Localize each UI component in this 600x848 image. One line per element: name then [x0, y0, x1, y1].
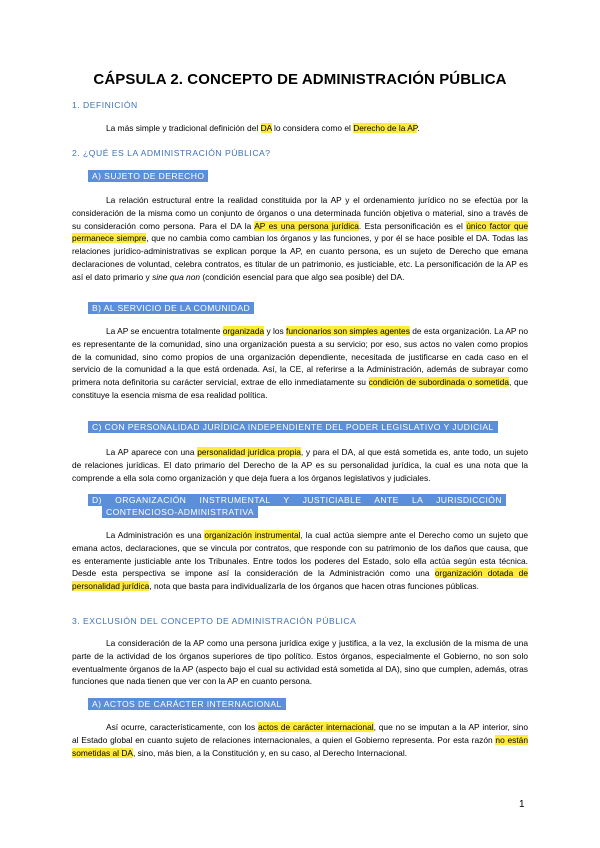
highlight-organizacion-instrumental: organización instrumental — [204, 530, 301, 540]
highlight-da: DA — [260, 123, 272, 133]
highlight-unico-factor: único factor que permanece siempre — [72, 220, 528, 244]
subsection-heading-personalidad-juridica: C) CON PERSONALIDAD JURÍDICA INDEPENDIENTE DEL PODER LEGISLATIVO Y JUDICIAL — [88, 421, 498, 433]
highlight-persona-juridica: AP es una persona jurídica — [254, 220, 359, 231]
section-heading-exclusion: 3. EXCLUSIÓN DEL CONCEPTO DE ADMINISTRACIÓN PÚBLICA — [72, 616, 357, 626]
highlight-personalidad-propia: personalidad jurídica propia — [197, 447, 301, 457]
section-heading-que-es-ap: 2. ¿QUÉ ES LA ADMINISTRACIÓN PÚBLICA? — [72, 148, 271, 158]
paragraph-organizacion-instrumental: La Administración es una organización instrumental, la cual actúa siempre ante el Derecho como un sujeto que emana actos, declaraciones, que se vincula por contratos, que responde con su patrimonio de los daños que causa, que es enteramente justiciable ante los Tribunales. Entre todos los poderes del Estado, solo ella actúa según esta técnica. Desde esta perspectiva se impone así la consideración de la Administración como una organización dotada de personalidad jurídica, nota que basta para individualizarla de los órganos que hacen otras funciones públicas. — [72, 530, 529, 592]
paragraph-exclusion: La consideración de la AP como una persona jurídica exige y justifica, a la vez, la exclusión de la misma de una parte de la actividad de los órganos superiores de tipo político. Estos órganos, especialmente el Gobierno, no son solo eventualmente órganos de la AP (aspecto bajo el cual su actividad está sometida al DA), sino que cumplen, además, otras funciones que nada tienen que ver con la AP en cuanto persona. — [72, 638, 528, 687]
highlight-no-sometidas: no están sometidas al DA — [72, 734, 528, 758]
subsection-heading-actos-internacional: A) ACTOS DE CARÁCTER INTERNACIONAL — [88, 698, 286, 710]
highlight-derecho-ap: Derecho de la AP — [353, 123, 418, 133]
page-number: 1 — [519, 799, 525, 810]
subsection-heading-servicio-comunidad: B) AL SERVICIO DE LA COMUNIDAD — [88, 302, 254, 314]
paragraph-servicio-comunidad: La AP se encuentra totalmente organizada y los funcionarios son simples agentes de esta organización. La AP no es representante de la comunidad, sino una organización puesta a su servicio; por eso, sus actos no valen como propios de la comunidad, sino como propios de una organización dependiente, necesitada de justificarse en cada caso en el servicio de la comunidad a la que está ordenada. Así, la CE, al referirse a la Administración, además de subrayar como primera nota definitoria su carácter servicial, extrae de ello inmediatamente su condición de subordinada o sometida, que constituye la esencia misma de esa realidad política. — [72, 326, 529, 400]
subsection-heading-organizacion-instrumental: D) ORGANIZACIÓN INSTRUMENTAL Y JUSTICIABLE ANTE LA JURISDICCIÓN — [88, 494, 506, 506]
paragraph-sujeto-derecho: La relación estructural entre la realidad constituida por la AP y el ordenamiento jurídico no se efectúa por la consideración de la misma como un conjunto de órganos o una determinada función objetiva o material, sino a través de su consideración como persona. Para el DA la AP es una persona jurídica. Esta personificación es el único factor que permanece siempre, que no cambia como cambian los órganos y las funciones, y por él se hace posible el DA. Todas las relaciones jurídico-administrativas se explican porque la AP, en cuanto persona, es un sujeto de Derecho que emana declaraciones de voluntad, celebra contratos, es titular de un patrimonio, es justiciable, etc. La personificación de la AP es así el dato primario y sine qua non (condición esencial para que algo sea posible) del DA. — [72, 195, 528, 282]
highlight-actos-internacional: actos de carácter internacional — [258, 722, 374, 732]
section-heading-definicion: 1. DEFINICIÓN — [72, 100, 138, 110]
highlight-organizada: organizada — [222, 326, 265, 336]
subsection-heading-organizacion-instrumental-cont: CONTENCIOSO-ADMINISTRATIVA — [102, 506, 258, 518]
highlight-organizacion-dotada: organización dotada de personalidad jurídica — [72, 568, 528, 592]
subsection-heading-sujeto-derecho: A) SUJETO DE DERECHO — [88, 170, 208, 182]
paragraph-personalidad-juridica: La AP aparece con una personalidad jurídica propia, y para el DA, al que está sometida es, ante todo, un sujeto de relaciones jurídicas. El dato primario del Derecho de la AP es su personalidad jurídica, la cual es una nota que la comprende a ella sola como organización y que deja fuera a los órganos legislativos y judiciales. — [72, 447, 528, 483]
page-title: CÁPSULA 2. CONCEPTO DE ADMINISTRACIÓN PÚBLICA — [93, 71, 507, 88]
paragraph-definicion: La más simple y tradicional definición del DA lo considera como el Derecho de la AP. — [106, 123, 420, 133]
paragraph-actos-internacional: Así ocurre, característicamente, con los actos de carácter internacional, que no se imputan a la AP interior, sino al Estado global en cuanto sujeto de relaciones internacionales, a quien el Gobierno representa. Por esta razón no están sometidas al DA, sino, más bien, a la Constitución y, en su caso, al Derecho Internacional. — [72, 722, 529, 758]
highlight-funcionarios: funcionarios son simples agentes — [286, 326, 410, 336]
highlight-subordinada: condición de subordinada o sometida — [368, 377, 509, 388]
